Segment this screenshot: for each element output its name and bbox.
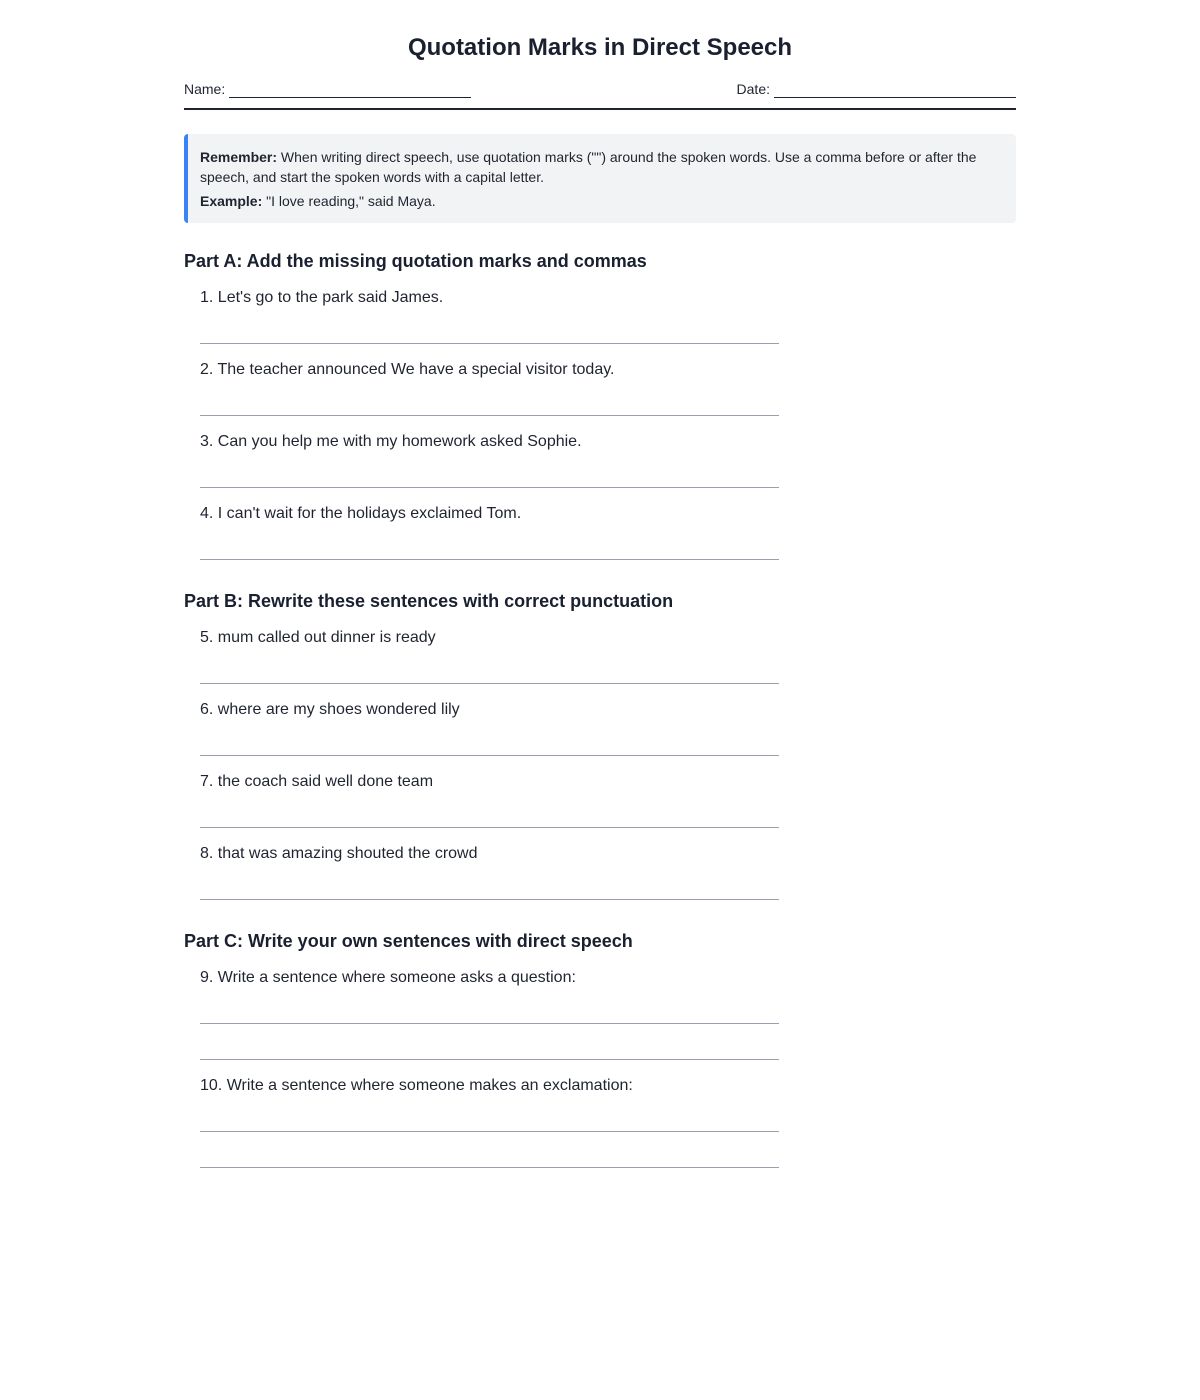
reminder-box xyxy=(184,134,1016,223)
part-c-title: Part C: Write your own sentences with direct speech xyxy=(184,931,633,951)
question-text: 2. The teacher announced We have a special visitor today. xyxy=(200,361,615,378)
answer-line[interactable] xyxy=(200,988,779,1024)
question-item xyxy=(200,488,1016,560)
worksheet-page xyxy=(184,0,1016,1168)
question-text: 8. that was amazing shouted the crowd xyxy=(200,845,478,862)
reminder-label: Remember: xyxy=(200,149,278,165)
question-text: 5. mum called out dinner is ready xyxy=(200,629,436,646)
answer-line[interactable] xyxy=(200,1132,779,1168)
name-field xyxy=(184,81,471,98)
question-text: 7. the coach said well done team xyxy=(200,773,434,790)
answer-line[interactable] xyxy=(200,524,779,560)
question-item xyxy=(200,952,1016,1060)
question-item xyxy=(200,416,1016,488)
part-b-questions xyxy=(184,612,1016,900)
example-label: Example: xyxy=(200,193,263,209)
part-b-title: Part B: Rewrite these sentences with correct punctuation xyxy=(184,591,674,611)
answer-line[interactable] xyxy=(200,308,779,344)
example-body: "I love reading," said Maya. xyxy=(266,193,436,209)
reminder-text xyxy=(200,147,1000,187)
question-item xyxy=(200,828,1016,900)
part-a-questions xyxy=(184,272,1016,560)
question-item xyxy=(200,684,1016,756)
header-fields xyxy=(184,81,1016,110)
date-blank-line[interactable] xyxy=(774,83,1016,98)
answer-line[interactable] xyxy=(200,452,779,488)
date-field xyxy=(737,81,1016,98)
question-text: 10. Write a sentence where someone makes an exclamation: xyxy=(200,1077,633,1094)
question-text: 9. Write a sentence where someone asks a question: xyxy=(200,969,576,986)
question-item xyxy=(200,1060,1016,1168)
question-item xyxy=(200,756,1016,828)
answer-line[interactable] xyxy=(200,1024,779,1060)
name-label: Name: xyxy=(184,81,226,97)
question-text: 6. where are my shoes wondered lily xyxy=(200,701,460,718)
part-a-title: Part A: Add the missing quotation marks and commas xyxy=(184,251,647,271)
answer-line[interactable] xyxy=(200,792,779,828)
question-item xyxy=(200,612,1016,684)
answer-line[interactable] xyxy=(200,720,779,756)
part-c-questions xyxy=(184,952,1016,1168)
answer-line[interactable] xyxy=(200,1096,779,1132)
question-item xyxy=(200,272,1016,344)
page-title: Quotation Marks in Direct Speech xyxy=(407,34,793,61)
answer-line[interactable] xyxy=(200,864,779,900)
answer-line[interactable] xyxy=(200,380,779,416)
question-text: 4. I can't wait for the holidays exclaimed Tom. xyxy=(200,505,522,522)
question-text: 1. Let's go to the park said James. xyxy=(200,289,444,306)
answer-line[interactable] xyxy=(200,648,779,684)
question-item xyxy=(200,344,1016,416)
reminder-body: When writing direct speech, use quotation marks ("") around the spoken words. Use a comma before or after the speech, and start the spoken words with a capital letter. xyxy=(200,149,977,185)
date-label: Date: xyxy=(736,81,770,97)
name-blank-line[interactable] xyxy=(229,83,471,98)
question-text: 3. Can you help me with my homework asked Sophie. xyxy=(200,433,582,450)
example-text xyxy=(200,191,1000,211)
